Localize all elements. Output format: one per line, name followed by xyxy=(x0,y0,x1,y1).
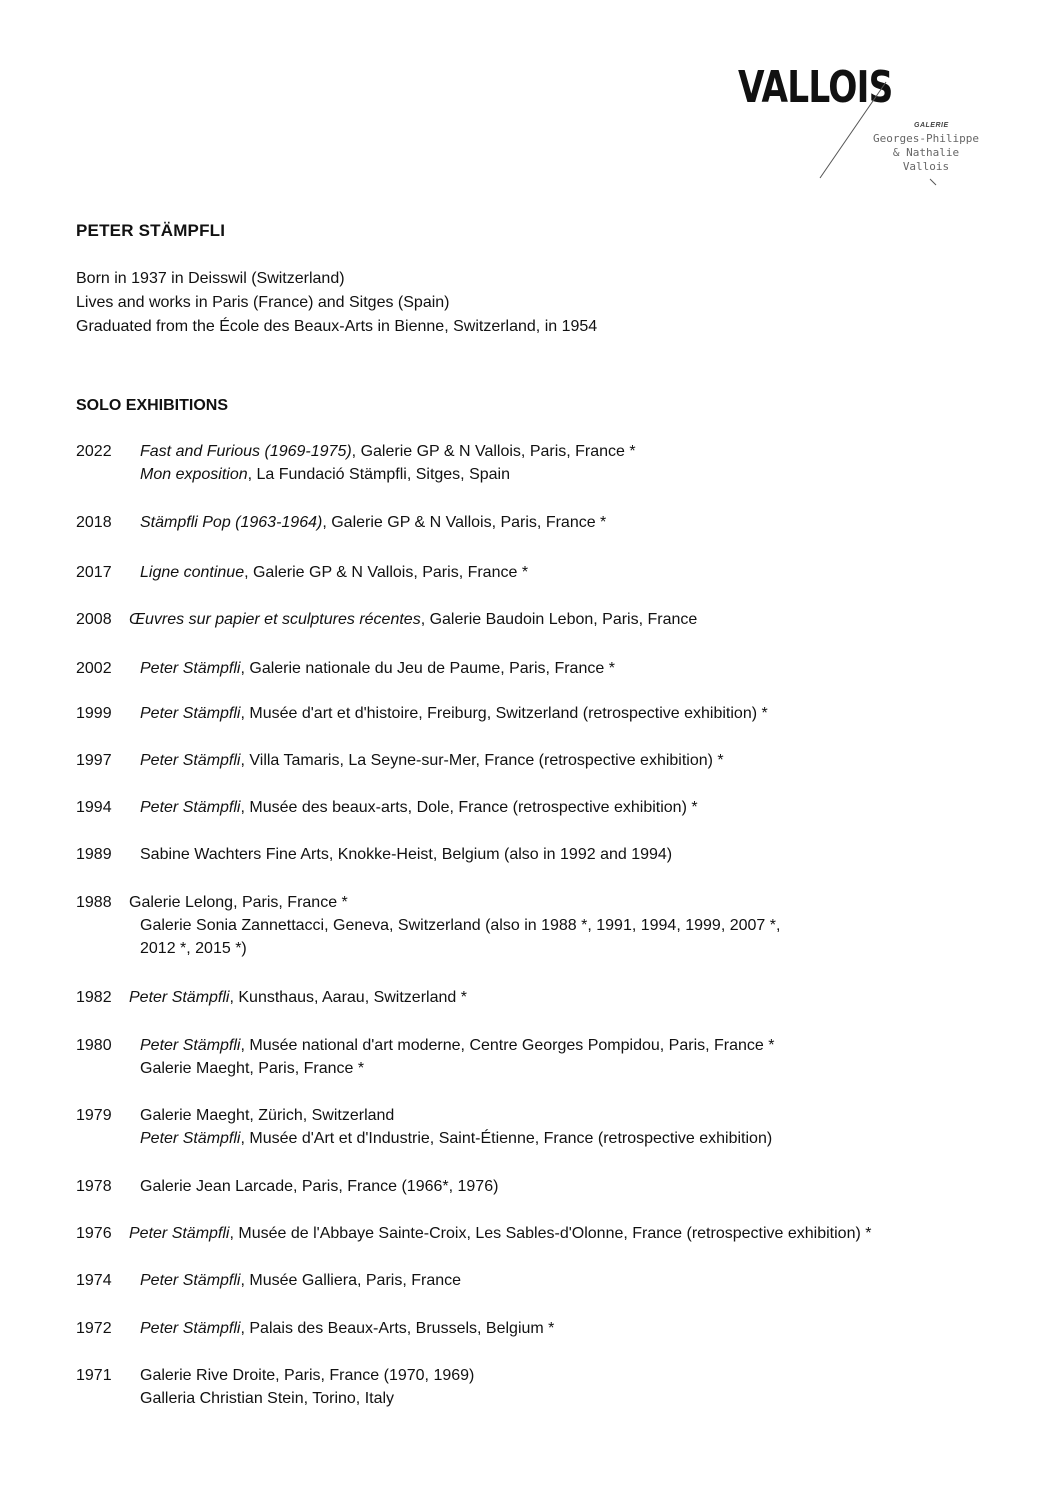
exhibition-line xyxy=(140,440,636,463)
bio-line: Lives and works in Paris (France) and Sitges (Spain) xyxy=(76,294,450,311)
exhibition-venue: , La Fundació Stämpfli, Sitges, Spain xyxy=(247,466,510,483)
exhibition-line xyxy=(129,608,697,631)
exhibition-venue: , Musée des beaux-arts, Dole, France (retrospective exhibition) * xyxy=(240,799,698,816)
exhibition-venue: , Villa Tamaris, La Seyne-sur-Mer, France (retrospective exhibition) * xyxy=(240,752,724,769)
exhibition-title: Ligne continue xyxy=(140,564,245,581)
exhibition-title: Peter Stämpfli xyxy=(140,752,241,769)
gallery-logo xyxy=(738,62,998,191)
exhibition-lines xyxy=(140,1034,774,1080)
exhibition-line xyxy=(140,1269,461,1292)
exhibition-venue: Sabine Wachters Fine Arts, Knokke-Heist, Belgium (also in 1992 and 1994) xyxy=(140,846,673,863)
exhibition-line xyxy=(140,1127,772,1150)
exhibition-lines xyxy=(140,1269,461,1292)
exhibition-line xyxy=(140,657,615,680)
exhibition-title: Peter Stämpfli xyxy=(129,1225,230,1242)
exhibition-venue: Galleria Christian Stein, Torino, Italy xyxy=(140,1390,395,1407)
exhibition-lines xyxy=(140,1364,474,1410)
exhibition-year: 1988 xyxy=(76,894,112,911)
exhibition-title: Mon exposition xyxy=(140,466,248,483)
exhibition-title: Peter Stämpfli xyxy=(140,1037,241,1054)
exhibition-venue: , Musée Galliera, Paris, France xyxy=(240,1272,462,1289)
exhibition-lines xyxy=(129,891,780,960)
exhibition-venue: , Musée national d'art moderne, Centre Georges Pompidou, Paris, France * xyxy=(240,1037,775,1054)
exhibition-line xyxy=(140,463,636,486)
artist-bio xyxy=(76,267,597,339)
exhibition-venue: Galerie Lelong, Paris, France * xyxy=(129,894,348,911)
exhibition-year: 1982 xyxy=(76,989,112,1006)
exhibition-lines xyxy=(129,1222,871,1245)
exhibition-line xyxy=(140,561,528,584)
exhibition-lines xyxy=(129,986,467,1009)
exhibition-venue: Galerie Rive Droite, Paris, France (1970, 1969) xyxy=(140,1367,475,1384)
exhibition-title: Peter Stämpfli xyxy=(140,705,241,722)
logo-names xyxy=(866,132,986,174)
logo-galerie-label: GALERIE xyxy=(914,122,949,129)
logo-name-line: Georges-Philippe xyxy=(873,132,979,145)
exhibition-year: 2002 xyxy=(76,660,112,677)
bio-line: Born in 1937 in Deisswil (Switzerland) xyxy=(76,270,345,287)
exhibition-year: 1971 xyxy=(76,1367,112,1384)
bio-line: Graduated from the École des Beaux-Arts in Bienne, Switzerland, in 1954 xyxy=(76,318,598,335)
exhibition-line xyxy=(140,749,724,772)
exhibition-venue: , Kunsthaus, Aarau, Switzerland * xyxy=(229,989,467,1006)
exhibition-venue: Galerie Maeght, Paris, France * xyxy=(140,1060,365,1077)
exhibition-title: Peter Stämpfli xyxy=(140,1272,241,1289)
exhibition-venue: , Musée de l'Abbaye Sainte-Croix, Les Sables-d'Olonne, France (retrospective exhibition) * xyxy=(229,1225,872,1242)
exhibition-year: 2017 xyxy=(76,564,112,581)
exhibition-lines xyxy=(140,1317,554,1340)
exhibition-year: 1994 xyxy=(76,799,112,816)
exhibition-line xyxy=(140,1317,554,1340)
exhibition-year: 1974 xyxy=(76,1272,112,1289)
exhibition-line xyxy=(129,937,780,960)
exhibition-year: 2008 xyxy=(76,611,112,628)
solo-exhibitions-heading: SOLO EXHIBITIONS xyxy=(76,397,229,414)
exhibition-lines xyxy=(140,843,672,866)
exhibition-venue: , Musée d'art et d'histoire, Freiburg, Switzerland (retrospective exhibition) * xyxy=(240,705,768,722)
exhibition-year: 1999 xyxy=(76,705,112,722)
exhibition-year: 1978 xyxy=(76,1178,112,1195)
exhibition-title: Peter Stämpfli xyxy=(140,1130,241,1147)
exhibition-venue: Galerie Sonia Zannettacci, Geneva, Switzerland (also in 1988 *, 1991, 1994, 1999, 2007 *, xyxy=(140,917,781,934)
logo-name-line: & Nathalie xyxy=(892,146,960,159)
exhibition-lines xyxy=(140,511,606,534)
exhibition-line xyxy=(140,702,768,725)
exhibition-line xyxy=(129,986,467,1009)
exhibition-title: Peter Stämpfli xyxy=(140,799,241,816)
exhibition-lines xyxy=(140,796,698,819)
exhibition-venue: , Musée d'Art et d'Industrie, Saint-Étienne, France (retrospective exhibition) xyxy=(240,1130,773,1147)
exhibition-line xyxy=(140,1387,474,1410)
exhibition-line xyxy=(129,914,780,937)
exhibition-line xyxy=(140,1104,772,1127)
exhibition-lines xyxy=(140,657,615,680)
exhibition-lines xyxy=(140,440,636,486)
exhibition-line xyxy=(140,1034,774,1057)
exhibition-title: Œuvres sur papier et sculptures récentes xyxy=(129,611,421,628)
exhibition-lines xyxy=(140,749,724,772)
exhibition-title: Peter Stämpfli xyxy=(140,1320,241,1337)
exhibition-line xyxy=(140,511,606,534)
artist-name: PETER STÄMPFLI xyxy=(76,221,226,240)
exhibition-year: 1972 xyxy=(76,1320,112,1337)
exhibition-venue: , Palais des Beaux-Arts, Brussels, Belgium * xyxy=(240,1320,555,1337)
exhibition-venue: , Galerie GP & N Vallois, Paris, France * xyxy=(351,443,636,460)
exhibition-venue: , Galerie nationale du Jeu de Paume, Paris, France * xyxy=(240,660,615,677)
exhibition-lines xyxy=(140,1175,498,1198)
exhibition-line xyxy=(129,1222,871,1245)
exhibition-line xyxy=(140,843,672,866)
exhibition-year: 2022 xyxy=(76,443,112,460)
exhibition-venue: Galerie Maeght, Zürich, Switzerland xyxy=(140,1107,395,1124)
exhibition-line xyxy=(140,1175,498,1198)
exhibition-lines xyxy=(140,702,768,725)
exhibition-line xyxy=(129,891,780,914)
exhibition-year: 1997 xyxy=(76,752,112,769)
exhibition-venue: , Galerie GP & N Vallois, Paris, France * xyxy=(244,564,529,581)
exhibition-title: Fast and Furious (1969-1975) xyxy=(140,443,352,460)
exhibition-year: 2018 xyxy=(76,514,112,531)
exhibition-venue: Galerie Jean Larcade, Paris, France (1966*, 1976) xyxy=(140,1178,499,1195)
exhibition-line xyxy=(140,796,698,819)
exhibition-line xyxy=(140,1057,774,1080)
exhibition-title: Stämpfli Pop (1963-1964) xyxy=(140,514,323,531)
exhibition-year: 1980 xyxy=(76,1037,112,1054)
exhibition-venue: 2012 *, 2015 *) xyxy=(140,940,247,957)
exhibition-year: 1976 xyxy=(76,1225,112,1242)
logo-wordmark: VALLOIS xyxy=(738,62,893,113)
exhibition-year: 1989 xyxy=(76,846,112,863)
exhibition-line xyxy=(140,1364,474,1387)
exhibition-lines xyxy=(140,1104,772,1150)
exhibition-title: Peter Stämpfli xyxy=(129,989,230,1006)
exhibition-venue: , Galerie Baudoin Lebon, Paris, France xyxy=(420,611,698,628)
exhibition-lines xyxy=(140,561,528,584)
logo-name-line: Vallois xyxy=(902,160,950,173)
exhibition-year: 1979 xyxy=(76,1107,112,1124)
exhibition-title: Peter Stämpfli xyxy=(140,660,241,677)
exhibition-lines xyxy=(129,608,697,631)
exhibition-venue: , Galerie GP & N Vallois, Paris, France * xyxy=(322,514,607,531)
